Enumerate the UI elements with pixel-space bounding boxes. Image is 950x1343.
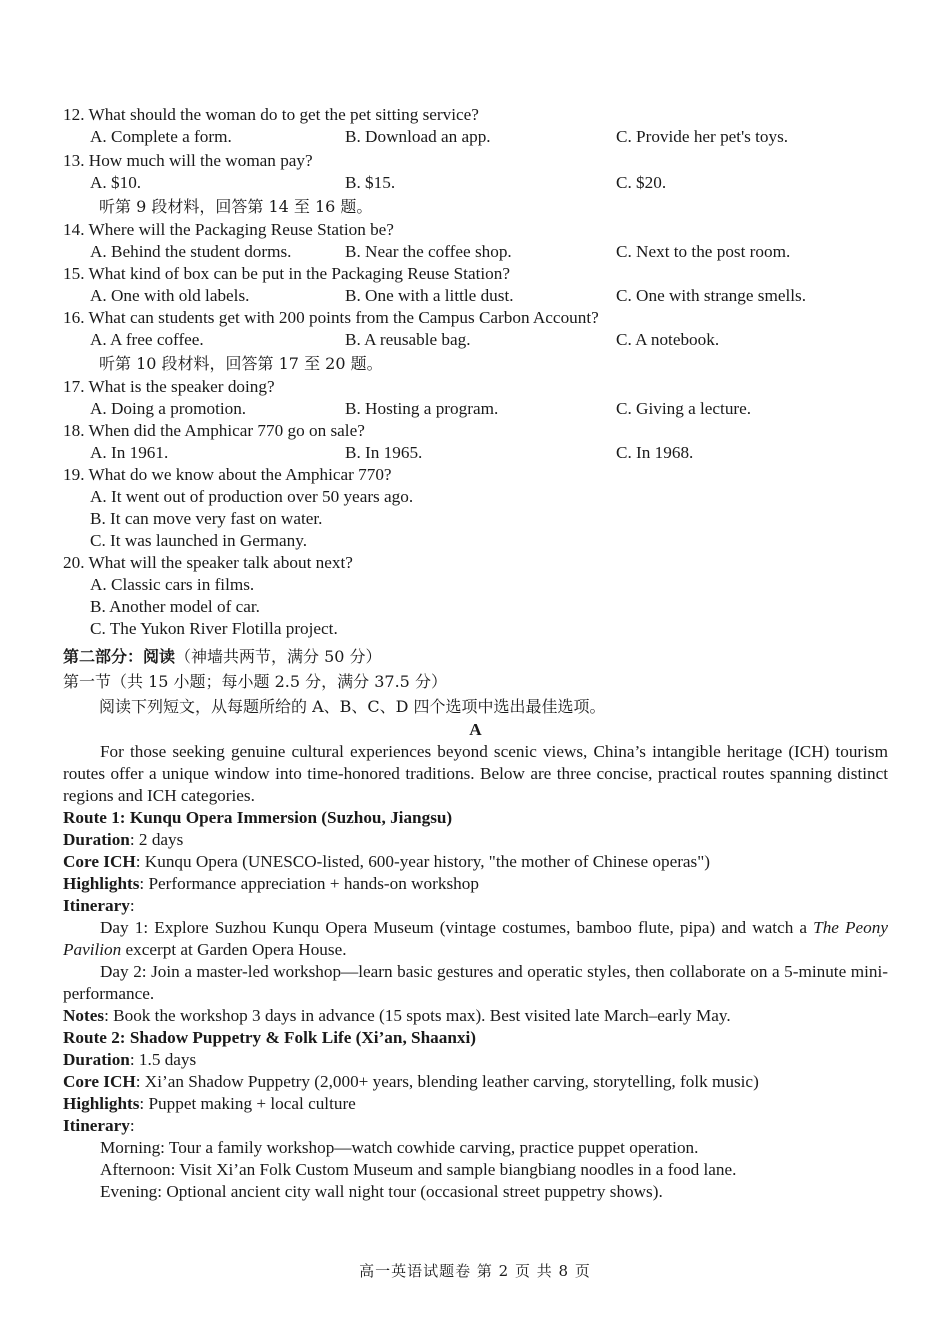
route-2-afternoon: Afternoon: Visit Xi’an Folk Custom Museum and sample biangbiang noodles in a food lane. <box>100 1160 737 1179</box>
highlights-value: : Puppet making + local culture <box>139 1094 356 1113</box>
duration-label: Duration <box>63 830 130 849</box>
question-12: 12. What should the woman do to get the pet sitting service? <box>63 105 479 124</box>
core-ich-value: : Kunqu Opera (UNESCO-listed, 600-year history, "the mother of Chinese operas") <box>135 852 710 871</box>
day-1-play-title: The Peony Pavilion <box>63 918 888 959</box>
route-1-day-2: Day 2: Join a master-led workshop—learn basic gestures and operatic styles, then collaborate on a 5-minute mini-performance. <box>63 962 888 1003</box>
option-c: C. In 1968. <box>616 443 694 462</box>
question-17: 17. What is the speaker doing? <box>63 377 275 396</box>
question-18: 18. When did the Amphicar 770 go on sale? <box>63 421 365 440</box>
option-b: B. Hosting a program. <box>345 399 499 418</box>
route-2-highlights <box>63 1093 888 1115</box>
question-18-options <box>63 442 888 464</box>
option-a: A. In 1961. <box>90 443 169 462</box>
option-a: A. Doing a promotion. <box>90 399 247 418</box>
question-16: 16. What can students get with 200 points from the Campus Carbon Account? <box>63 308 599 327</box>
section-1-heading: 第一节（共 15 小题；每小题 2.5 分，满分 37.5 分） <box>63 672 447 691</box>
route-2-core-ich <box>63 1071 888 1093</box>
route-1-highlights <box>63 873 888 895</box>
part-2-scoring: （神墙共两节，满分 50 分） <box>175 647 382 666</box>
option-c: C. One with strange smells. <box>616 286 806 305</box>
route-1-title: Route 1: Kunqu Opera Immersion (Suzhou, Jiangsu) <box>63 808 453 827</box>
route-2-morning: Morning: Tour a family workshop—watch cowhide carving, practice puppet operation. <box>100 1138 699 1157</box>
route-1-itinerary <box>63 895 888 917</box>
option-b: B. A reusable bag. <box>345 330 471 349</box>
passage-letter: A <box>469 720 482 739</box>
option-b: B. Another model of car. <box>90 597 260 616</box>
duration-value: : 1.5 days <box>129 1050 197 1069</box>
route-1-day-1 <box>63 917 888 961</box>
route-1-core-ich <box>63 851 888 873</box>
question-20: 20. What will the speaker talk about next? <box>63 553 353 572</box>
option-a: A. Classic cars in films. <box>90 575 255 594</box>
highlights-label: Highlights <box>63 874 140 893</box>
section-9-instruction: 听第 9 段材料，回答第 14 至 16 题。 <box>99 197 373 216</box>
itinerary-colon: : <box>129 1116 135 1135</box>
option-c: C. Next to the post room. <box>616 242 791 261</box>
option-b: B. $15. <box>345 173 396 192</box>
route-2-title: Route 2: Shadow Puppetry & Folk Life (Xi’an, Shaanxi) <box>63 1028 477 1047</box>
question-19: 19. What do we know about the Amphicar 770? <box>63 465 392 484</box>
duration-value: : 2 days <box>129 830 184 849</box>
page-footer: 高一英语试题卷 第 2 页 共 8 页 <box>359 1262 591 1280</box>
option-c: C. A notebook. <box>616 330 720 349</box>
route-1-duration <box>63 829 888 851</box>
itinerary-colon: : <box>129 896 135 915</box>
question-13: 13. How much will the woman pay? <box>63 151 313 170</box>
option-c: C. The Yukon River Flotilla project. <box>90 619 338 638</box>
day-1-text-end: excerpt at Garden Opera House. <box>121 940 347 959</box>
option-c: C. Provide her pet's toys. <box>616 127 789 146</box>
route-2-evening: Evening: Optional ancient city wall night tour (occasional street puppetry shows). <box>100 1182 663 1201</box>
question-14-options <box>63 241 888 263</box>
option-b: B. In 1965. <box>345 443 423 462</box>
option-b: B. Download an app. <box>345 127 491 146</box>
day-1-text: Day 1: Explore Suzhou Kunqu Opera Museum (vintage costumes, bamboo flute, pipa) and watch a <box>100 918 808 937</box>
part-2-title: 第二部分：阅读 <box>63 647 176 666</box>
option-a: A. It went out of production over 50 years ago. <box>90 487 414 506</box>
section-10-instruction: 听第 10 段材料，回答第 17 至 20 题。 <box>99 354 383 373</box>
itinerary-label: Itinerary <box>63 896 130 915</box>
duration-label: Duration <box>63 1050 130 1069</box>
option-c: C. $20. <box>616 173 667 192</box>
part-2-heading <box>63 644 888 669</box>
option-a: A. Behind the student dorms. <box>90 242 292 261</box>
option-b: B. Near the coffee shop. <box>345 242 512 261</box>
question-14: 14. Where will the Packaging Reuse Station be? <box>63 220 394 239</box>
highlights-value: : Performance appreciation + hands-on workshop <box>139 874 479 893</box>
option-a: A. Complete a form. <box>90 127 232 146</box>
itinerary-label: Itinerary <box>63 1116 130 1135</box>
notes-label: Notes <box>63 1006 105 1025</box>
core-ich-label: Core ICH <box>63 852 136 871</box>
core-ich-value: : Xi’an Shadow Puppetry (2,000+ years, blending leather carving, storytelling, folk music) <box>135 1072 759 1091</box>
option-b: B. One with a little dust. <box>345 286 514 305</box>
passage-intro: For those seeking genuine cultural experiences beyond scenic views, China’s intangible heritage (ICH) tourism routes offer a unique window into time-honored traditions. Below are three concise, practical routes spanning distinct regions and ICH categories. <box>63 742 888 805</box>
exam-page <box>63 104 888 1203</box>
question-17-options <box>63 398 888 420</box>
option-a: A. A free coffee. <box>90 330 204 349</box>
question-16-options <box>63 329 888 351</box>
route-2-itinerary <box>63 1115 888 1137</box>
highlights-label: Highlights <box>63 1094 140 1113</box>
question-12-options <box>63 126 888 148</box>
option-a: A. One with old labels. <box>90 286 250 305</box>
question-13-options <box>63 172 888 194</box>
reading-instruction: 阅读下列短文，从每题所给的 A、B、C、D 四个选项中选出最佳选项。 <box>99 697 606 716</box>
route-1-notes <box>63 1005 888 1027</box>
option-c: C. It was launched in Germany. <box>90 531 308 550</box>
notes-value: : Book the workshop 3 days in advance (15 spots max). Best visited late March–early May. <box>104 1006 731 1025</box>
option-a: A. $10. <box>90 173 142 192</box>
question-15: 15. What kind of box can be put in the Packaging Reuse Station? <box>63 264 510 283</box>
option-b: B. It can move very fast on water. <box>90 509 323 528</box>
core-ich-label: Core ICH <box>63 1072 136 1091</box>
route-2-duration <box>63 1049 888 1071</box>
option-c: C. Giving a lecture. <box>616 399 752 418</box>
question-15-options <box>63 285 888 307</box>
